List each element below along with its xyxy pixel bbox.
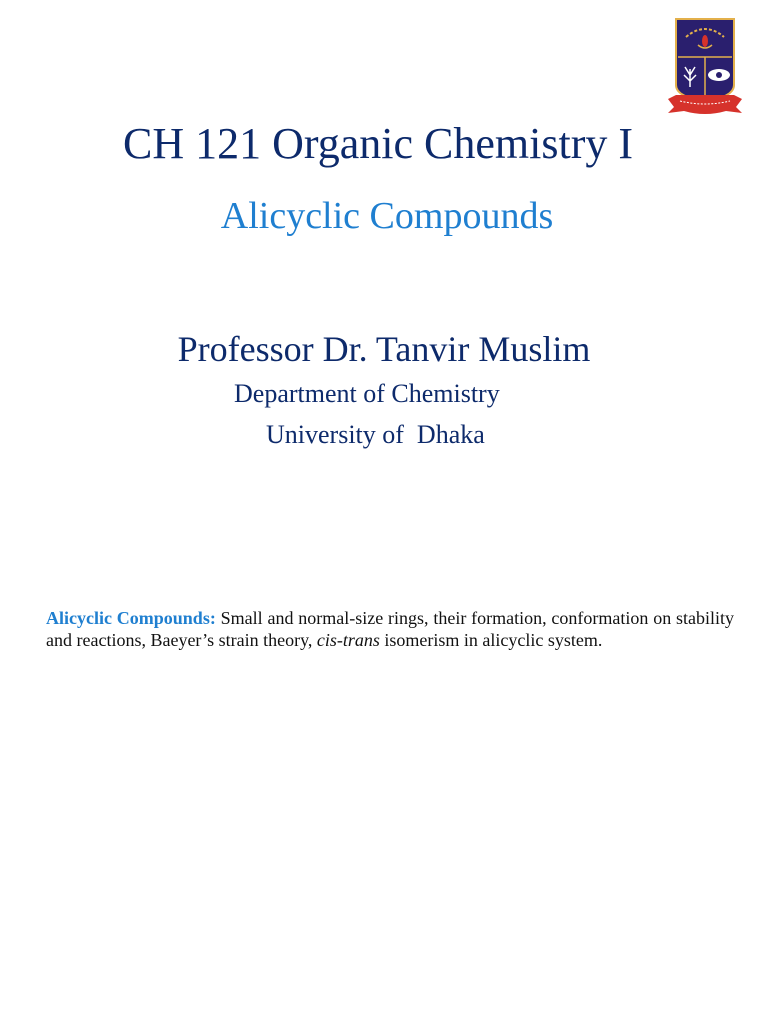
author-name: Professor Dr. Tanvir Muslim: [177, 329, 591, 369]
university-name: University of Dhaka: [266, 420, 485, 449]
course-summary: [46, 607, 734, 651]
summary-lead: Alicyclic Compounds:: [46, 608, 216, 628]
slide-subtitle: Alicyclic Compounds: [220, 195, 554, 237]
slide-title: CH 121 Organic Chemistry I: [122, 119, 634, 168]
department-name: Department of Chemistry: [234, 379, 500, 408]
summary-emphasis: cis-trans: [316, 630, 380, 650]
summary-text-part1: Small and normal-size rings, their formation, conformation on stability and reactions, Baeyer’s strain theory,: [46, 608, 735, 650]
summary-text-part2: isomerism in alicyclic system.: [379, 630, 603, 650]
university-of-dhaka-crest-icon: [666, 17, 744, 117]
